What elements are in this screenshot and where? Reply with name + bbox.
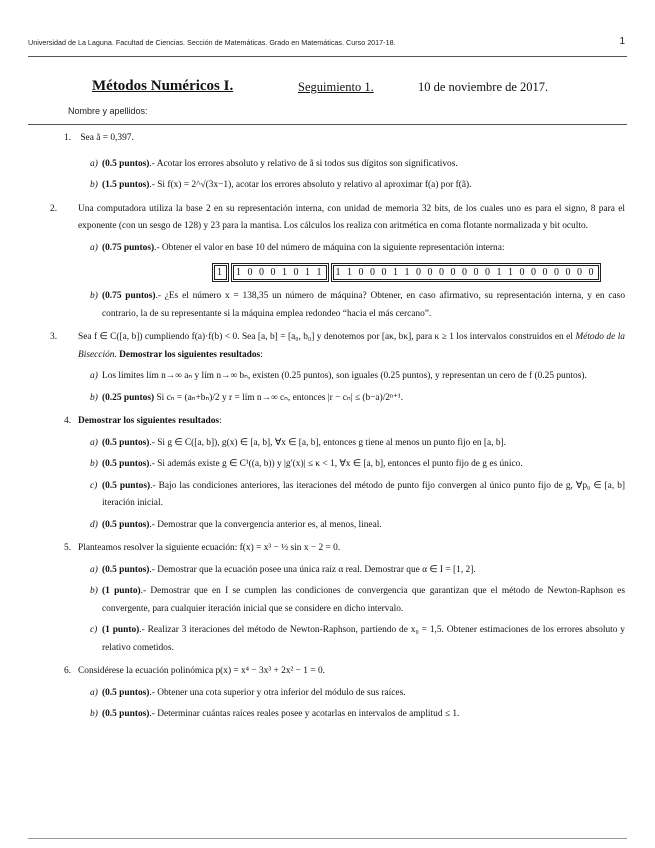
subquestion xyxy=(90,390,625,408)
subquestion xyxy=(90,368,625,386)
subquestion-text: .- Realizar 3 iteraciones del método de Newton-Raphson, partiendo de x₀ = 1,5. Obtener estimaciones de los errores absoluto y relativo cometidos. xyxy=(102,625,625,653)
points: (0.5 puntos) xyxy=(102,158,150,169)
method-name: Método de la Bisección. xyxy=(78,332,625,360)
subquestion-label: c) xyxy=(90,480,98,491)
subquestion-text: .- Acotar los errores absoluto y relativo de ã si todos sus dígitos son significativos. xyxy=(149,158,458,169)
subquestion-label: b) xyxy=(90,586,98,596)
subquestion-label: a) xyxy=(90,564,98,575)
exam-date: 10 de noviembre de 2017. xyxy=(418,80,549,94)
subquestion xyxy=(90,562,625,580)
points: (0.5 puntos) xyxy=(102,437,150,448)
exponent-bits: 1 0 0 0 1 0 1 1 xyxy=(231,263,329,282)
points: (1 punto) xyxy=(102,586,141,596)
exam-name: Seguimiento 1. xyxy=(298,80,374,94)
subquestion xyxy=(90,435,625,453)
subquestion-text: .- Demostrar que la convergencia anterior es, al menos, lineal. xyxy=(149,519,382,530)
questions xyxy=(50,130,626,730)
question-intro: Sea f ∈ C([a, b]) cumpliendo f(a)·f(b) < 0. Sea [a, b] = [a₀, b₀] y denotemos por [aκ, bκ], para κ ≥ 1 los intervalos construidos en el xyxy=(78,332,573,342)
subquestion xyxy=(90,240,625,258)
points: (0.5 puntos) xyxy=(102,564,150,575)
subquestion xyxy=(90,706,625,724)
question-intro: Planteamos resolver la siguiente ecuación: f(x) = x³ − ½ sin x − 2 = 0. xyxy=(78,543,341,553)
points: (0.5 puntos) xyxy=(102,687,150,698)
exam-title xyxy=(28,78,627,100)
subquestion xyxy=(90,517,625,535)
subquestion xyxy=(90,583,625,618)
subquestion xyxy=(90,456,625,474)
mantissa-bits: 1 1 0 0 0 1 1 0 0 0 0 0 0 0 1 1 0 0 0 0 0 0 0 xyxy=(331,263,601,282)
question-intro: Considérese la ecuación polinómica p(x) = x⁴ − 3x³ + 2x² − 1 = 0. xyxy=(78,666,325,676)
subquestion-text: Los límites lím n→∞ aₙ y lím n→∞ bₙ, existen (0.25 puntos), son iguales (0.25 puntos), y representan un cero de f (0.25 puntos). xyxy=(102,371,587,381)
course-title: Métodos Numéricos I. xyxy=(92,78,234,94)
subquestion-label: a) xyxy=(90,687,98,698)
subquestion xyxy=(90,622,625,657)
question-number: 6. xyxy=(64,666,72,676)
subquestion-text: .- Si g ∈ C([a, b]), g(x) ∈ [a, b], ∀x ∈ [a, b], entonces g tiene al menos un punto fijo en [a, b]. xyxy=(149,437,507,448)
subquestion xyxy=(90,288,625,323)
points: (0.5 puntos) xyxy=(102,709,150,719)
subquestion-text: .- Obtener una cota superior y otra inferior del módulo de sus raíces. xyxy=(149,687,406,698)
question-number: 5. xyxy=(64,543,72,553)
subquestion-label: b) xyxy=(90,291,98,301)
question-3 xyxy=(50,329,625,407)
question-6 xyxy=(64,663,625,724)
subquestion-label: c) xyxy=(90,625,98,635)
subquestion-text: Si cₙ = (aₙ+bₙ)/2 y r = lím n→∞ cₙ, entonces |r − cₙ| ≤ (b−a)/2ⁿ⁺¹. xyxy=(154,392,404,403)
question-number: 4. xyxy=(64,416,72,426)
subquestion-text: .- Obtener el valor en base 10 del número de máquina con la siguiente representación interna: xyxy=(154,242,505,253)
subquestion-label: b) xyxy=(90,459,98,469)
subquestion-label: a) xyxy=(90,371,98,381)
points: (0.5 puntos) xyxy=(102,480,151,491)
subquestion xyxy=(90,478,625,513)
sign-bit: 1 xyxy=(212,263,229,282)
subquestion-label: a) xyxy=(90,158,98,169)
subquestion xyxy=(90,177,625,195)
points: (1 punto) xyxy=(102,625,140,635)
question-number: 2. xyxy=(50,203,58,214)
machine-number-bits xyxy=(212,263,625,282)
points: (0.75 puntos) xyxy=(102,291,156,301)
header-institution: Universidad de La Laguna. Facultad de Ciencias. Sección de Matemáticas. Grado en Matemáticas. Curso 2017-18. xyxy=(28,38,396,47)
question-intro: Sea ã = 0,397. xyxy=(80,133,134,143)
question-intro: Una computadora utiliza la base 2 en su representación interna, con unidad de memoria 32 bits, de los cuales uno es para el signo, 8 para el exponente (con un sesgo de 128) y 23 para la mantisa. Los cálculos los realiza con aritmética en coma flotante normalizada y bit oculto. xyxy=(78,203,625,231)
question-instruction: Demostrar los siguientes resultados xyxy=(119,349,261,360)
subquestion-label: b) xyxy=(90,709,98,719)
punctuation: : xyxy=(260,349,263,360)
subquestion-label: a) xyxy=(90,437,98,448)
subquestion-text: .- ¿Es el número x = 138,35 un número de máquina? Obtener, en caso afirmativo, su representación interna, y en caso contrario, la de su representante si la máquina emplea redondeo “hacia el más cercano”. xyxy=(102,291,626,319)
question-instruction: Demostrar los siguientes resultados xyxy=(78,416,220,426)
punctuation: : xyxy=(219,416,222,426)
points: (0.5 puntos) xyxy=(102,519,150,530)
subquestion-text: .- Demostrar que la ecuación posee una única raíz α real. Demostrar que α ∈ I = [1, 2]. xyxy=(149,564,476,575)
points: (0.75 puntos) xyxy=(102,242,155,253)
points: (0.25 puntos) xyxy=(102,392,155,403)
header-rule xyxy=(28,56,627,57)
subquestion-text: .- Demostrar que en I se cumplen las condiciones de convergencia que garantizan que el método de Newton-Raphson es convergente, para cualquier iteración inicial que se considere en dicho intervalo. xyxy=(102,586,625,614)
points: (1.5 puntos) xyxy=(102,180,150,190)
subquestion-text: .- Bajo las condiciones anteriores, las iteraciones del método de punto fijo convergen al único punto fijo de g, ∀p₀ ∈ [a, b] iteración inicial. xyxy=(102,480,626,508)
subquestion-label: b) xyxy=(90,392,98,403)
subquestion xyxy=(90,685,625,703)
subquestion xyxy=(90,156,625,174)
page-number: 1 xyxy=(619,36,625,47)
question-number: 1. xyxy=(64,133,72,143)
question-1 xyxy=(64,130,625,195)
footer-rule xyxy=(28,838,627,839)
question-4 xyxy=(64,413,625,534)
subquestion-label: b) xyxy=(90,180,98,190)
subquestion-text: .- Si f(x) = 2^√(3x−1), acotar los errores absoluto y relativo al aproximar f(a) por f(ã). xyxy=(149,180,472,190)
page-header xyxy=(28,38,627,50)
subquestion-text: .- Si además existe g ∈ C¹((a, b)) y |g′(x)| ≤ κ < 1, ∀x ∈ [a, b], entonces el punto fijo de g es único. xyxy=(149,459,523,469)
subquestion-label: a) xyxy=(90,242,98,253)
question-2 xyxy=(50,201,626,324)
question-5 xyxy=(64,540,625,657)
name-rule xyxy=(28,124,627,125)
points: (0.5 puntos) xyxy=(102,459,150,469)
question-number: 3. xyxy=(50,332,58,342)
name-label: Nombre y apellidos: xyxy=(68,106,148,116)
subquestion-text: .- Determinar cuántas raíces reales posee y acotarlas en intervalos de amplitud ≤ 1. xyxy=(149,709,460,719)
subquestion-label: d) xyxy=(90,519,98,530)
